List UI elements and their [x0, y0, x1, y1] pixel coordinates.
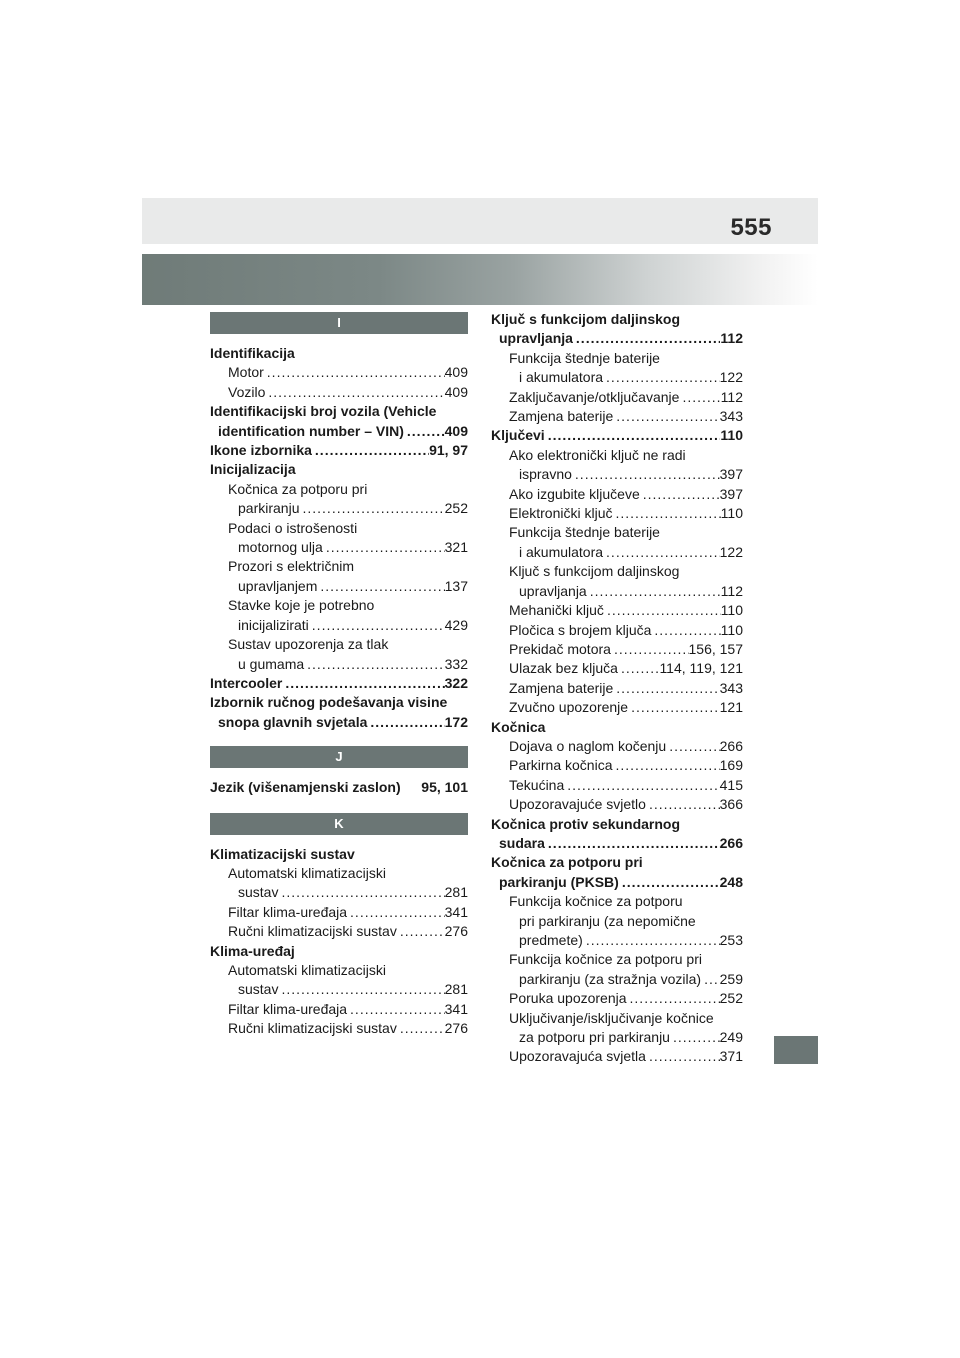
index-entry: Klimatizacijski sustav [210, 845, 355, 862]
index-column-left [210, 312, 468, 1039]
index-entry: sustav ..... 281 [210, 980, 468, 999]
section-header-j: J [210, 746, 468, 768]
index-entry: Prozori s električnim [228, 558, 355, 575]
decorative-gradient-band [142, 254, 818, 305]
index-entry: u gumama ..... 332 [210, 655, 468, 674]
index-entry: Klima-uređaj [210, 942, 295, 959]
index-entry: Kočnica [491, 718, 546, 735]
index-entry: Funkcija štednje baterije [509, 524, 660, 541]
index-entry: Zaključavanje/otključavanje ..... 112 [491, 388, 743, 407]
index-entry: Stavke koje je potrebno [228, 597, 375, 614]
index-entry: parkiranju (za stražnja vozila) ..... 259 [491, 970, 743, 989]
index-entry: Jezik (višenamjenski zaslon) 95, 101 [210, 779, 468, 796]
page-number: 555 [730, 214, 772, 241]
index-entry: Intercooler ..... 322 [210, 674, 468, 693]
index-entry: upravljanja ..... 112 [491, 329, 743, 348]
index-entry: Elektronički ključ ..... 110 [491, 504, 743, 523]
index-entry: parkiranju (PKSB) ..... 248 [491, 873, 743, 892]
index-entry: Mehanički ključ ..... 110 [491, 601, 743, 620]
index-entry: i akumulatora ..... 122 [491, 368, 743, 387]
index-entry: motornog ulja ..... 321 [210, 538, 468, 557]
index-entry: Funkcija štednje baterije [509, 349, 660, 366]
index-entry: Sustav upozorenja za tlak [228, 636, 389, 653]
index-entry: predmete) ..... 253 [491, 931, 743, 950]
index-entry: Kočnica za potporu pri [491, 854, 643, 871]
index-column-right [491, 310, 743, 1067]
index-entry: Parkirna kočnica ..... 169 [491, 756, 743, 775]
index-entry: Funkcija kočnice za potporu pri [509, 951, 702, 968]
index-entry: za potporu pri parkiranju ..... 249 [491, 1028, 743, 1047]
index-entry: Kočnica za potporu pri [228, 480, 368, 497]
index-entry: identification number – VIN) ..... 409 [210, 422, 468, 441]
index-entry: Ključ s funkcijom daljinskog [491, 311, 681, 327]
index-entry: Pločica s brojem ključa ..... 110 [491, 621, 743, 640]
index-entry: Tekućina ..... 415 [491, 776, 743, 795]
section-thumb-tab [774, 1036, 818, 1064]
index-entry: upravljanja ..... 112 [491, 582, 743, 601]
section-header-i: I [210, 312, 468, 334]
index-entry: inicijalizirati ..... 429 [210, 616, 468, 635]
index-entry: snopa glavnih svjetala ..... 172 [210, 713, 468, 732]
index-entry: Upozoravajuća svjetla ..... 371 [491, 1047, 743, 1066]
index-entry: Inicijalizacija [210, 461, 296, 478]
index-entry: Motor ..... 409 [210, 363, 468, 382]
index-entry: i akumulatora ..... 122 [491, 543, 743, 562]
index-entry: Zamjena baterije ..... 343 [491, 407, 743, 426]
index-entry: Ručni klimatizacijski sustav ..... 276 [210, 922, 468, 941]
index-entry: Funkcija kočnice za potporu [509, 893, 683, 910]
index-entry: Ručni klimatizacijski sustav ..... 276 [210, 1019, 468, 1038]
index-entry: Ikone izbornika ..... 91, 97 [210, 441, 468, 460]
index-entry: Filtar klima-uređaja ..... 341 [210, 1000, 468, 1019]
header-band [142, 198, 818, 244]
index-entry: Ulazak bez ključa ..... 114, 119, 121 [491, 659, 743, 678]
index-entry: sustav ..... 281 [210, 883, 468, 902]
index-entry: upravljanjem ..... 137 [210, 577, 468, 596]
index-entry: Filtar klima-uređaja ..... 341 [210, 903, 468, 922]
index-entry: parkiranju ..... 252 [210, 499, 468, 518]
index-entry: Zamjena baterije ..... 343 [491, 679, 743, 698]
index-entry: Ključ s funkcijom daljinskog [509, 563, 680, 580]
index-entry: Identifikacija [210, 345, 295, 361]
index-entry: Automatski klimatizacijski [228, 961, 386, 978]
index-entry: Upozoravajuće svjetlo ..... 366 [491, 795, 743, 814]
index-entry: Ključevi ..... 110 [491, 426, 743, 445]
index-entry: Identifikacijski broj vozila (Vehicle [210, 403, 437, 420]
index-entry: Prekidač motora ..... 156, 157 [491, 640, 743, 659]
index-entry: Podaci o istrošenosti [228, 519, 358, 536]
index-entry: Kočnica protiv sekundarnog [491, 815, 681, 832]
index-entry: Automatski klimatizacijski [228, 864, 386, 881]
section-header-k: K [210, 813, 468, 835]
index-entry: sudara ..... 266 [491, 834, 743, 853]
index-entry: Izbornik ručnog podešavanja visine [210, 694, 448, 711]
index-entry: Vozilo ..... 409 [210, 383, 468, 402]
index-entry: Ako izgubite ključeve ..... 397 [491, 485, 743, 504]
index-entry: pri parkiranju (za nepomične [519, 912, 696, 929]
index-entry: ispravno ..... 397 [491, 465, 743, 484]
index-entry: Zvučno upozorenje ..... 121 [491, 698, 743, 717]
index-entry: Dojava o naglom kočenju ..... 266 [491, 737, 743, 756]
index-entry: Ako elektronički ključ ne radi [509, 446, 686, 463]
index-entry: Uključivanje/isključivanje kočnice [509, 1009, 714, 1026]
index-entry: Poruka upozorenja ..... 252 [491, 989, 743, 1008]
